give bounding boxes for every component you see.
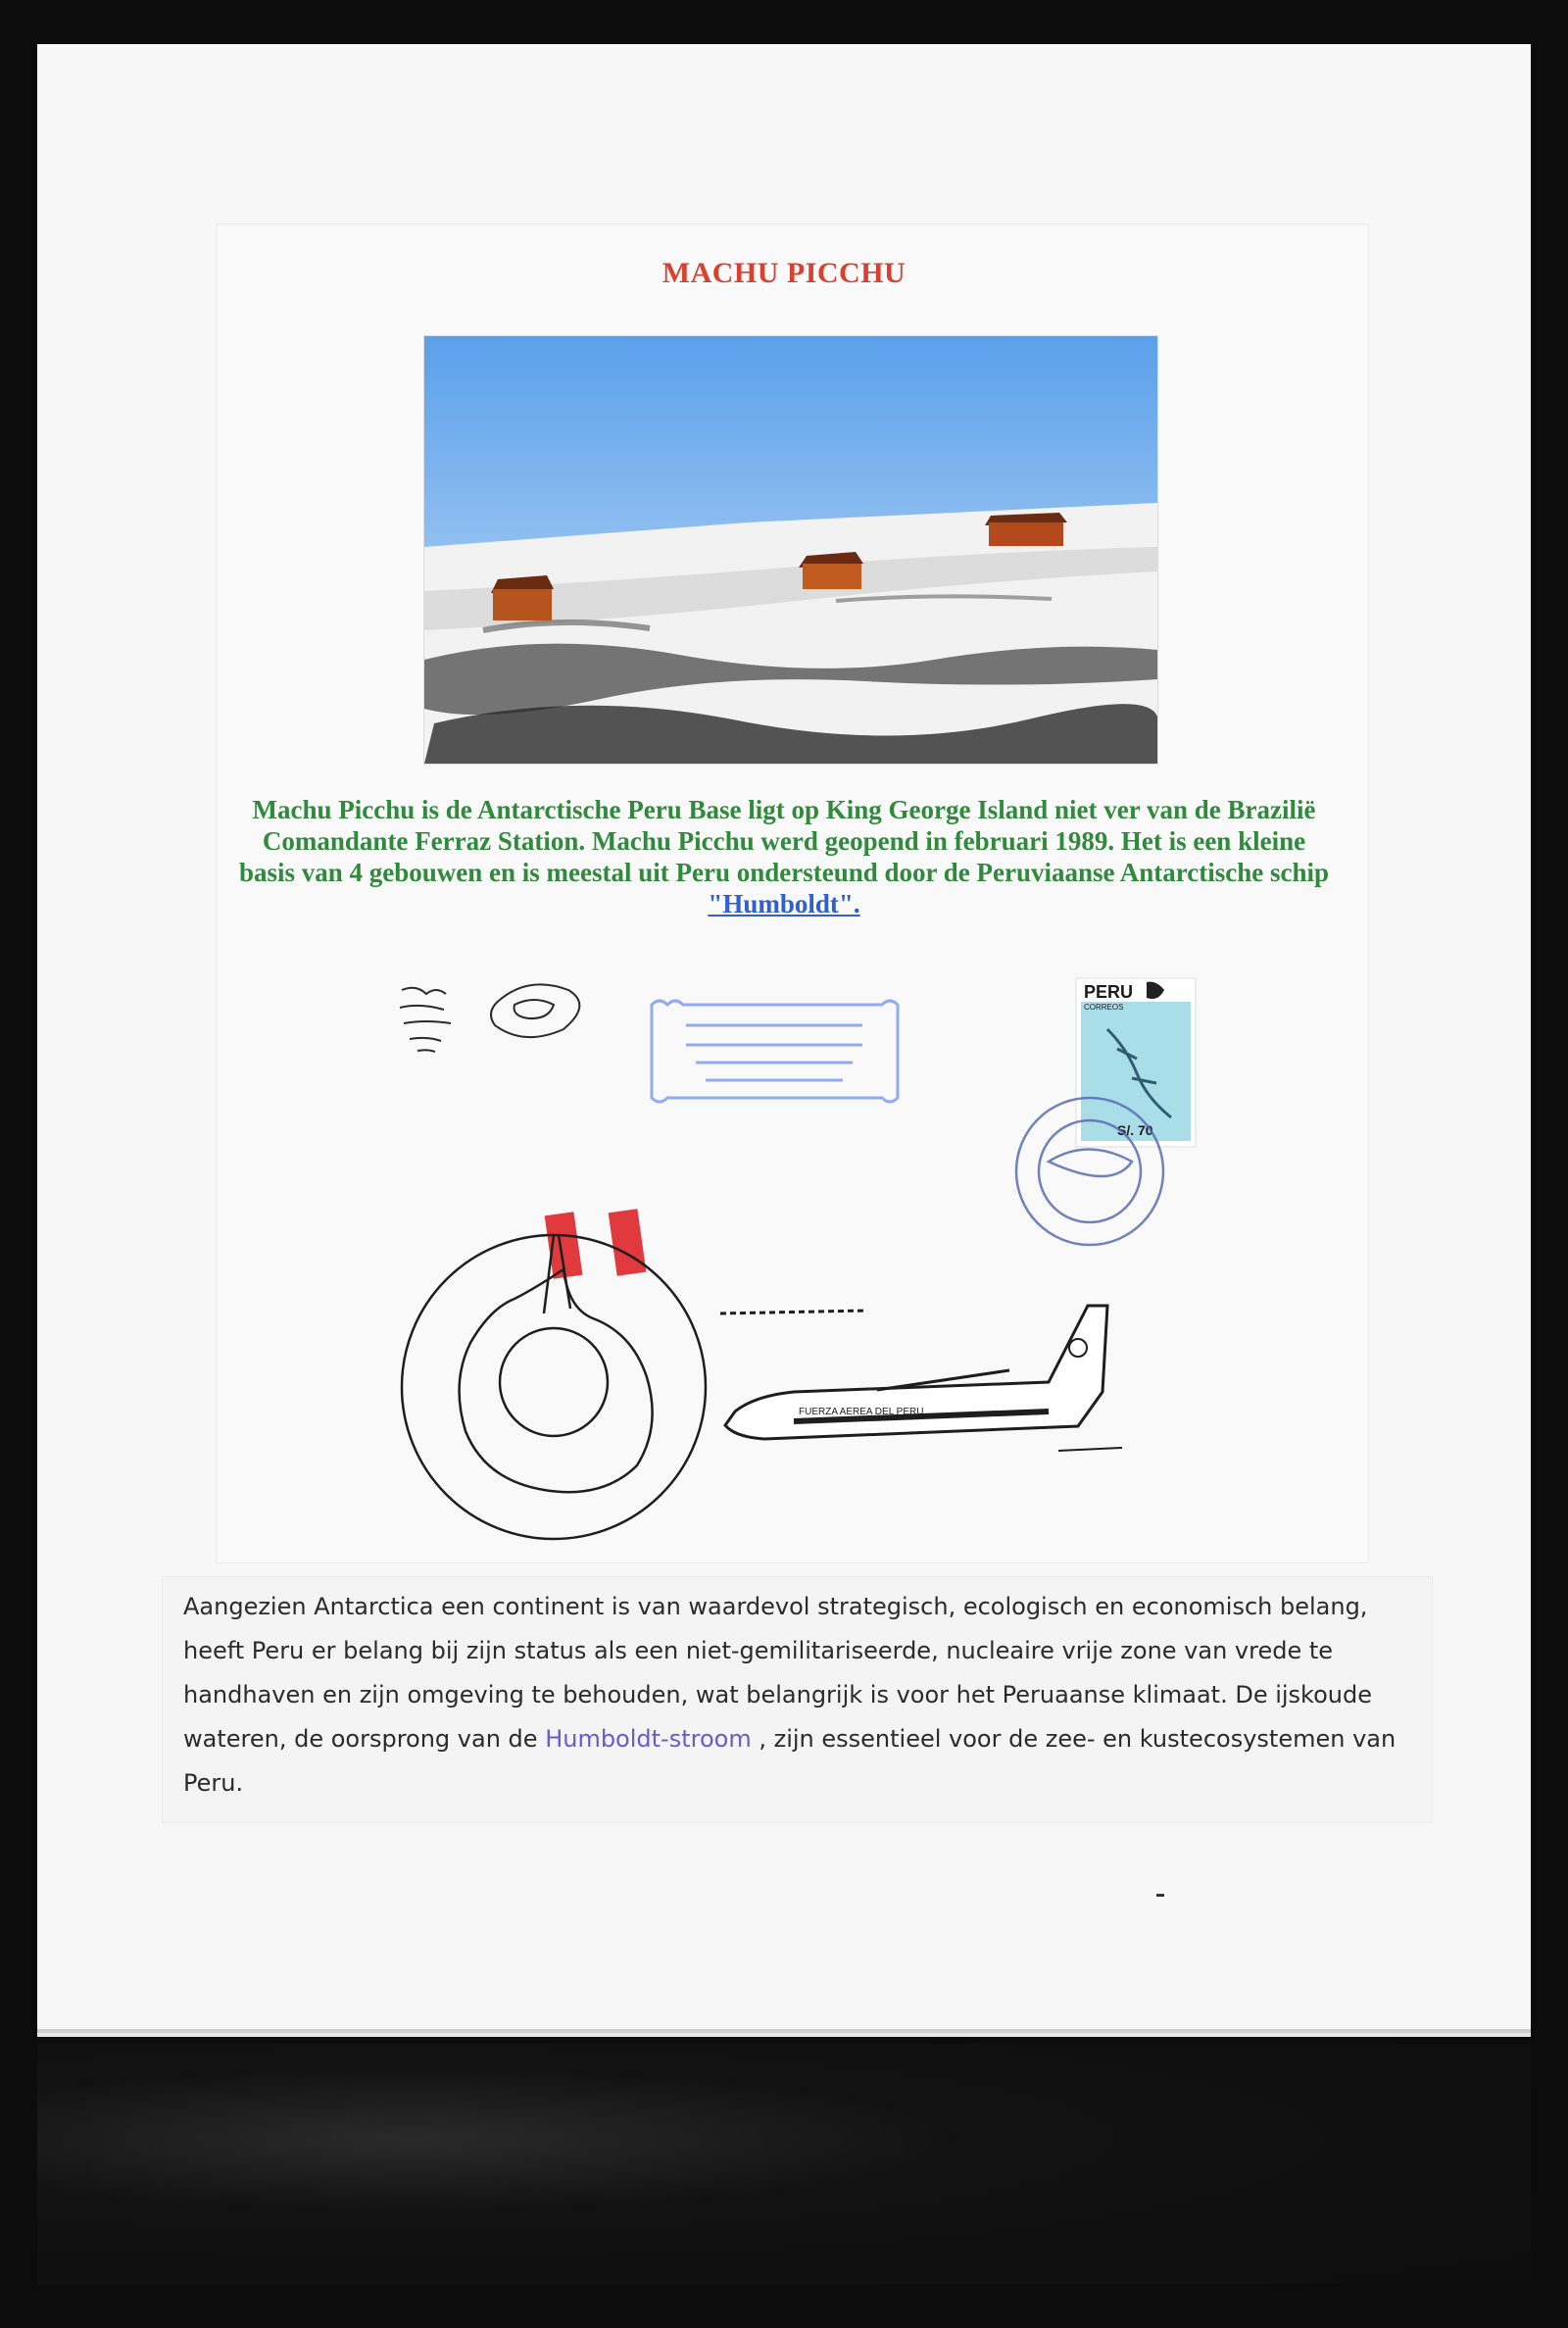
stamp-sub: CORREOS	[1084, 1003, 1124, 1012]
humboldt-link[interactable]: "Humboldt".	[708, 889, 860, 918]
station-photo	[423, 335, 1158, 765]
body-text-after: , zijn essentieel voor de zee- en kustecosystemen van Peru.	[183, 1725, 1396, 1797]
body-text-before: Aangezien Antarctica een continent is van waardevol strategisch, ecologisch en economisch belang, heeft Peru er belang bij zijn status als een niet-gemilitariseerde, nucleaire vrije zone van vrede te handhaven en zijn omgeving te behouden, wat belangrijk is voor het Peruaanse klimaat. De ijskoude wateren, de oorsprong van de	[183, 1593, 1372, 1753]
caption-text: Machu Picchu is de Antarctische Peru Base ligt op King George Island niet ver van de Brazilië Comandante Ferraz Station. Machu Picchu werd geopend in februari 1989. Het is een kleine basis van 4 gebouwen en is meestal uit Peru ondersteund door de Peruviaanse Antarctische schip	[238, 795, 1330, 887]
humboldt-stroom-link[interactable]: Humboldt-stroom	[545, 1725, 752, 1753]
blue-rectangular-cachet	[652, 1001, 898, 1102]
ink-speck	[1156, 1894, 1164, 1897]
antarctica-map-cachet	[402, 1235, 706, 1539]
body-paragraph	[183, 1585, 1408, 1806]
round-postmark	[1016, 1098, 1163, 1245]
stamp-country: PERU	[1084, 982, 1134, 1002]
postal-cover	[333, 961, 1245, 1559]
page-title: MACHU PICCHU	[662, 257, 906, 289]
hut-2	[799, 552, 863, 589]
hut-3	[985, 513, 1067, 546]
plane-label: FUERZA AEREA DEL PERU	[799, 1407, 924, 1417]
stamp-value: S/. 70	[1117, 1122, 1153, 1138]
background-floor	[37, 2044, 1531, 2284]
handwritten-cachet	[400, 984, 579, 1052]
hut-1	[491, 575, 554, 620]
photo-caption	[235, 794, 1333, 919]
aircraft-cachet	[720, 1306, 1122, 1451]
